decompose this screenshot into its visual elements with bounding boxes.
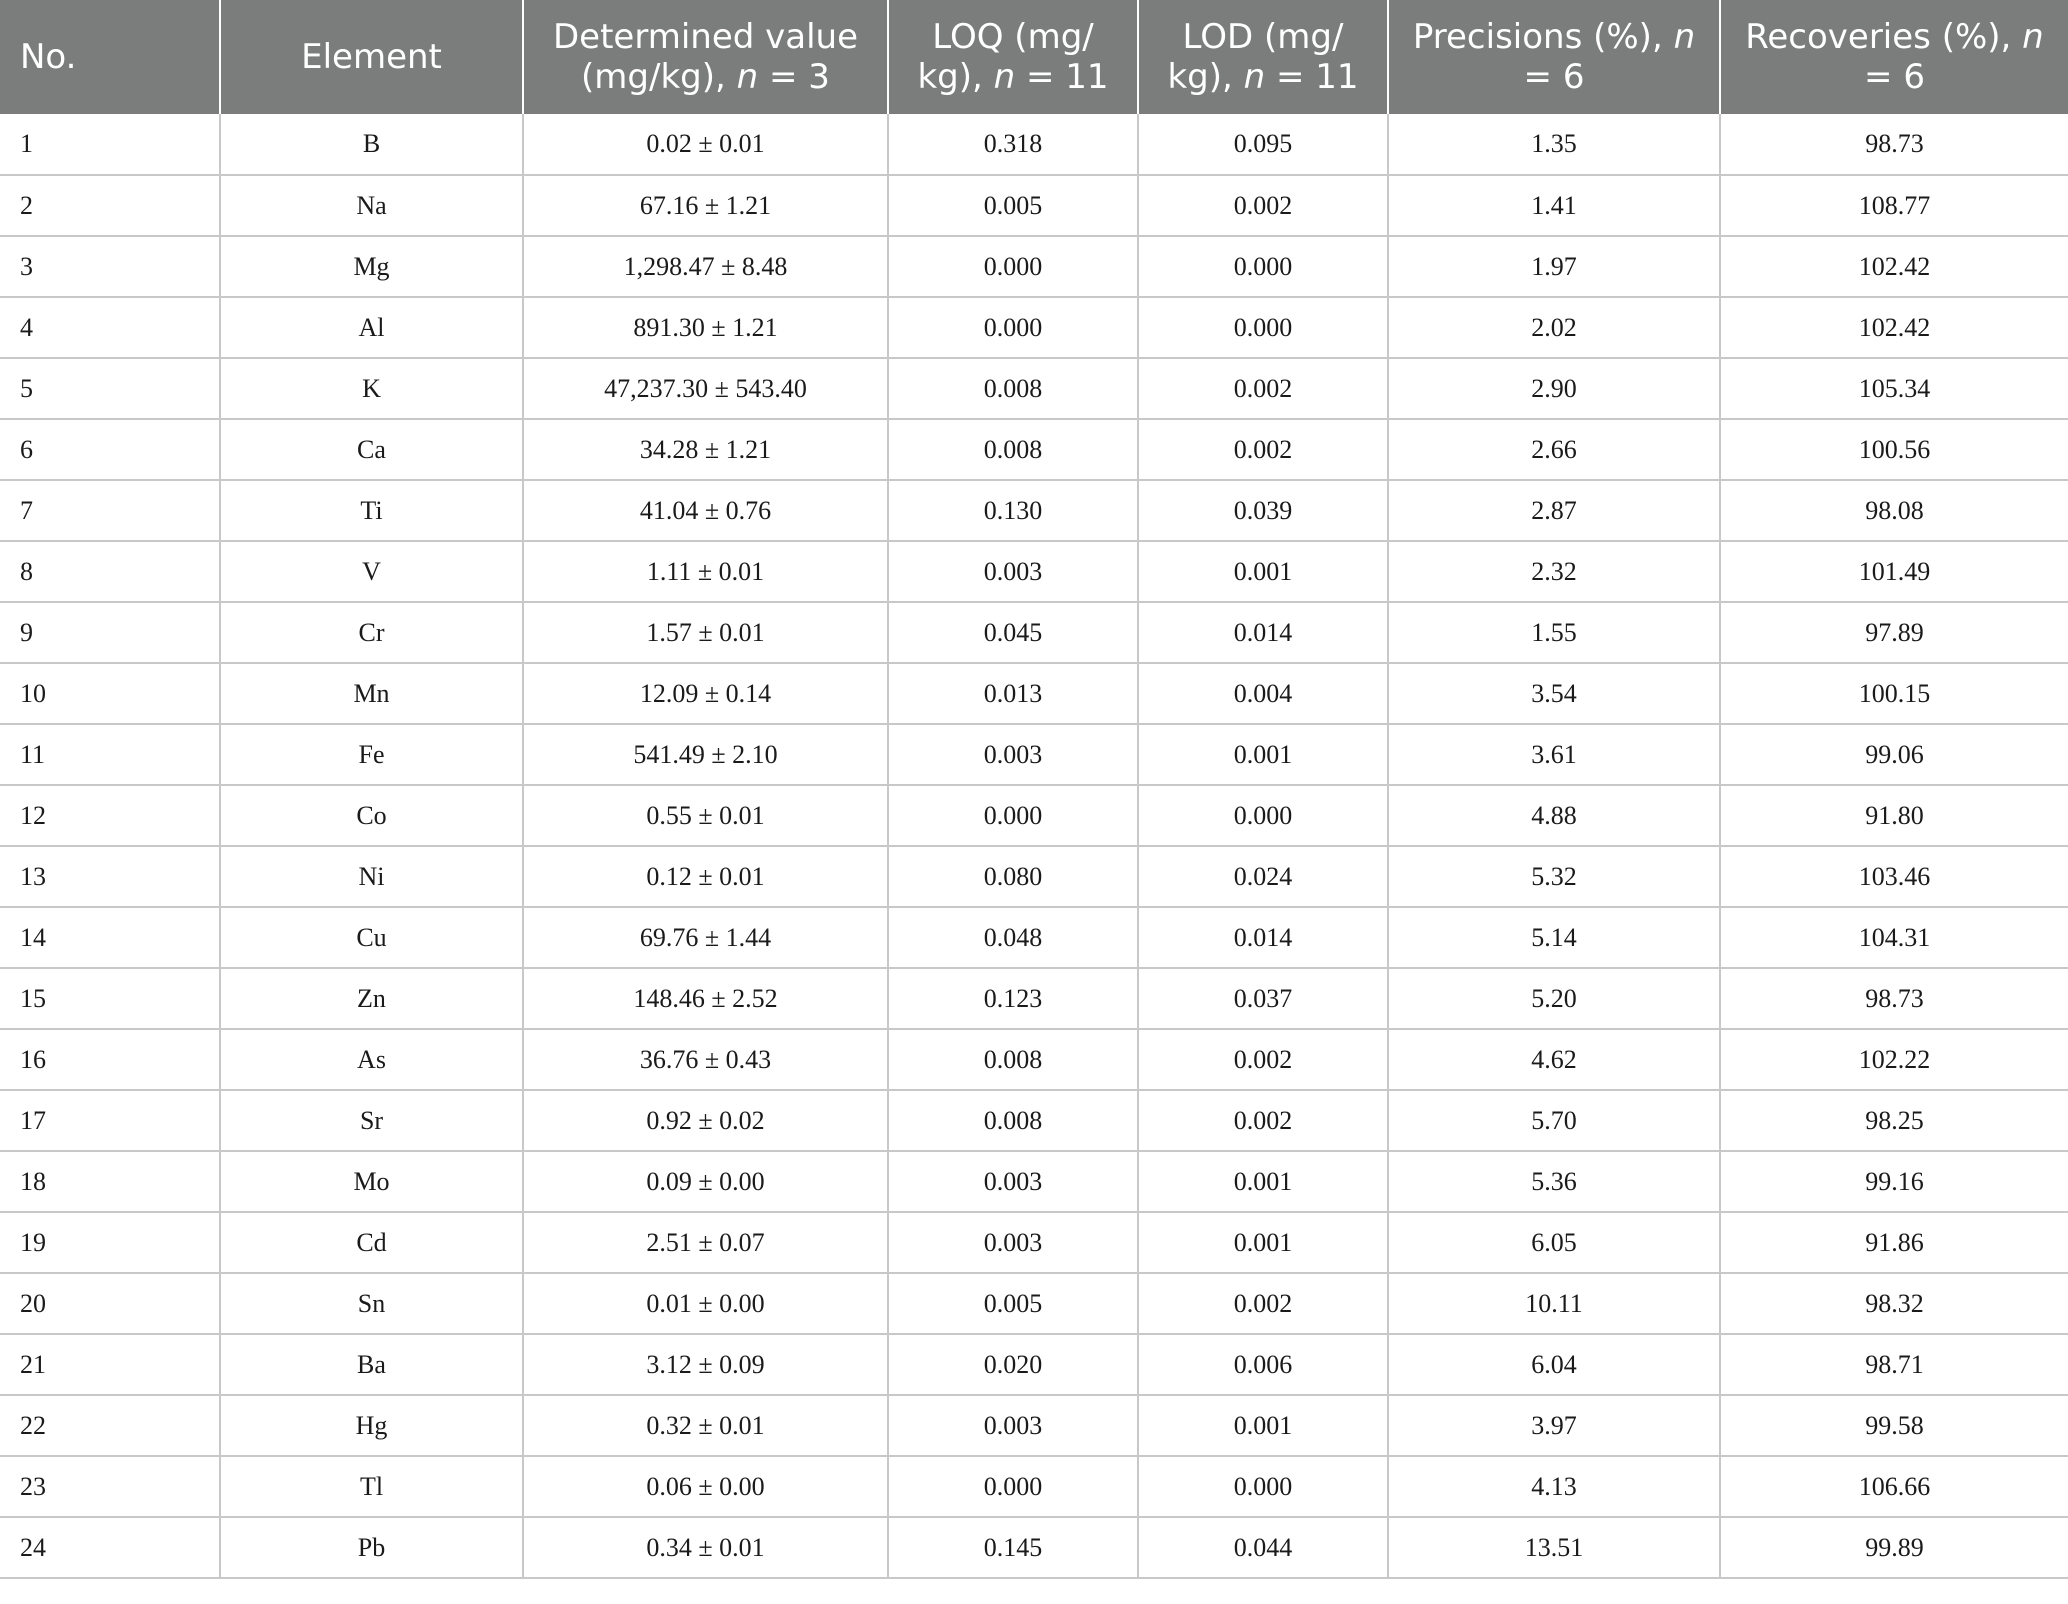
cell-precision: 2.87 — [1388, 480, 1720, 541]
cell-loq: 0.008 — [888, 358, 1138, 419]
cell-recovery: 102.22 — [1720, 1029, 2068, 1090]
cell-determined-value: 0.09 ± 0.00 — [523, 1151, 888, 1212]
cell-loq: 0.000 — [888, 785, 1138, 846]
cell-element: Fe — [220, 724, 523, 785]
table-row — [0, 1273, 2068, 1334]
cell-loq: 0.003 — [888, 1151, 1138, 1212]
cell-loq: 0.000 — [888, 236, 1138, 297]
table-row — [0, 1151, 2068, 1212]
cell-element: Sr — [220, 1090, 523, 1151]
cell-loq: 0.013 — [888, 663, 1138, 724]
cell-lod: 0.004 — [1138, 663, 1388, 724]
cell-no: 4 — [0, 297, 220, 358]
cell-loq: 0.008 — [888, 1090, 1138, 1151]
cell-determined-value: 0.92 ± 0.02 — [523, 1090, 888, 1151]
cell-loq: 0.123 — [888, 968, 1138, 1029]
table-row — [0, 114, 2068, 175]
cell-recovery: 98.08 — [1720, 480, 2068, 541]
table-row — [0, 1456, 2068, 1517]
cell-recovery: 99.06 — [1720, 724, 2068, 785]
cell-element: Cd — [220, 1212, 523, 1273]
cell-determined-value: 0.12 ± 0.01 — [523, 846, 888, 907]
cell-precision: 3.97 — [1388, 1395, 1720, 1456]
cell-loq: 0.008 — [888, 1029, 1138, 1090]
cell-recovery: 98.73 — [1720, 968, 2068, 1029]
cell-loq: 0.000 — [888, 1456, 1138, 1517]
cell-element: Cr — [220, 602, 523, 663]
table-row — [0, 1090, 2068, 1151]
header-text: LOQ (mg/ kg), — [917, 17, 1094, 97]
cell-loq: 0.003 — [888, 1395, 1138, 1456]
cell-element: Ni — [220, 846, 523, 907]
table-row — [0, 846, 2068, 907]
cell-lod: 0.002 — [1138, 1273, 1388, 1334]
cell-precision: 3.54 — [1388, 663, 1720, 724]
cell-determined-value: 0.32 ± 0.01 — [523, 1395, 888, 1456]
cell-recovery: 101.49 — [1720, 541, 2068, 602]
cell-recovery: 99.58 — [1720, 1395, 2068, 1456]
cell-lod: 0.001 — [1138, 1151, 1388, 1212]
cell-determined-value: 148.46 ± 2.52 — [523, 968, 888, 1029]
cell-element: Na — [220, 175, 523, 236]
table-row — [0, 907, 2068, 968]
cell-element: Hg — [220, 1395, 523, 1456]
table-row — [0, 1029, 2068, 1090]
cell-lod: 0.000 — [1138, 785, 1388, 846]
header-sample-size-value: = 11 — [1265, 57, 1359, 97]
cell-lod: 0.044 — [1138, 1517, 1388, 1578]
cell-lod: 0.000 — [1138, 1456, 1388, 1517]
cell-recovery: 99.89 — [1720, 1517, 2068, 1578]
header-text: Recoveries (%), — [1745, 17, 2023, 57]
cell-recovery: 105.34 — [1720, 358, 2068, 419]
cell-lod: 0.000 — [1138, 297, 1388, 358]
header-text: Determined value (mg/kg), — [552, 17, 859, 97]
col-header-lod — [1138, 0, 1388, 114]
table-row — [0, 602, 2068, 663]
table-row — [0, 724, 2068, 785]
cell-recovery: 91.80 — [1720, 785, 2068, 846]
table-row — [0, 785, 2068, 846]
cell-determined-value: 0.01 ± 0.00 — [523, 1273, 888, 1334]
cell-element: Ba — [220, 1334, 523, 1395]
cell-precision: 1.35 — [1388, 114, 1720, 175]
cell-loq: 0.005 — [888, 1273, 1138, 1334]
header-sample-size-symbol: n — [1243, 57, 1266, 97]
cell-element: Pb — [220, 1517, 523, 1578]
cell-loq: 0.020 — [888, 1334, 1138, 1395]
cell-no: 3 — [0, 236, 220, 297]
cell-element: As — [220, 1029, 523, 1090]
header-sample-size-symbol: n — [1673, 17, 1696, 57]
table-body — [0, 114, 2068, 1578]
cell-precision: 2.32 — [1388, 541, 1720, 602]
cell-determined-value: 34.28 ± 1.21 — [523, 419, 888, 480]
cell-precision: 6.05 — [1388, 1212, 1720, 1273]
cell-determined-value: 41.04 ± 0.76 — [523, 480, 888, 541]
cell-element: Zn — [220, 968, 523, 1029]
cell-no: 15 — [0, 968, 220, 1029]
cell-determined-value: 0.06 ± 0.00 — [523, 1456, 888, 1517]
header-row — [0, 0, 2068, 114]
cell-precision: 5.20 — [1388, 968, 1720, 1029]
cell-no: 19 — [0, 1212, 220, 1273]
col-header-element — [220, 0, 523, 114]
cell-determined-value: 12.09 ± 0.14 — [523, 663, 888, 724]
cell-recovery: 98.73 — [1720, 114, 2068, 175]
cell-no: 20 — [0, 1273, 220, 1334]
cell-lod: 0.024 — [1138, 846, 1388, 907]
table-row — [0, 358, 2068, 419]
cell-precision: 1.41 — [1388, 175, 1720, 236]
cell-recovery: 106.66 — [1720, 1456, 2068, 1517]
cell-determined-value: 47,237.30 ± 543.40 — [523, 358, 888, 419]
cell-recovery: 100.15 — [1720, 663, 2068, 724]
table-row — [0, 663, 2068, 724]
cell-no: 21 — [0, 1334, 220, 1395]
cell-recovery: 98.25 — [1720, 1090, 2068, 1151]
table-row — [0, 297, 2068, 358]
table-row — [0, 480, 2068, 541]
cell-loq: 0.130 — [888, 480, 1138, 541]
cell-recovery: 102.42 — [1720, 297, 2068, 358]
cell-element: Ti — [220, 480, 523, 541]
cell-lod: 0.000 — [1138, 236, 1388, 297]
cell-element: Al — [220, 297, 523, 358]
table-row — [0, 1395, 2068, 1456]
cell-recovery: 100.56 — [1720, 419, 2068, 480]
cell-determined-value: 67.16 ± 1.21 — [523, 175, 888, 236]
table-row — [0, 419, 2068, 480]
cell-determined-value: 0.02 ± 0.01 — [523, 114, 888, 175]
cell-element: Mg — [220, 236, 523, 297]
cell-lod: 0.001 — [1138, 1395, 1388, 1456]
cell-no: 18 — [0, 1151, 220, 1212]
cell-element: Tl — [220, 1456, 523, 1517]
header-sample-size-symbol: n — [993, 57, 1016, 97]
table-row — [0, 1334, 2068, 1395]
cell-precision: 2.66 — [1388, 419, 1720, 480]
cell-element: V — [220, 541, 523, 602]
cell-loq: 0.000 — [888, 297, 1138, 358]
cell-lod: 0.014 — [1138, 602, 1388, 663]
header-sample-size-value: = 3 — [758, 57, 830, 97]
cell-recovery: 102.42 — [1720, 236, 2068, 297]
header-text: LOD (mg/ kg), — [1167, 17, 1344, 97]
cell-no: 11 — [0, 724, 220, 785]
cell-lod: 0.039 — [1138, 480, 1388, 541]
cell-precision: 1.55 — [1388, 602, 1720, 663]
cell-precision: 5.14 — [1388, 907, 1720, 968]
cell-recovery: 104.31 — [1720, 907, 2068, 968]
cell-loq: 0.003 — [888, 724, 1138, 785]
cell-recovery: 108.77 — [1720, 175, 2068, 236]
cell-element: K — [220, 358, 523, 419]
cell-determined-value: 1,298.47 ± 8.48 — [523, 236, 888, 297]
cell-loq: 0.045 — [888, 602, 1138, 663]
cell-loq: 0.318 — [888, 114, 1138, 175]
cell-precision: 2.90 — [1388, 358, 1720, 419]
col-header-no — [0, 0, 220, 114]
cell-lod: 0.002 — [1138, 1029, 1388, 1090]
cell-determined-value: 0.34 ± 0.01 — [523, 1517, 888, 1578]
cell-loq: 0.048 — [888, 907, 1138, 968]
cell-lod: 0.006 — [1138, 1334, 1388, 1395]
cell-no: 14 — [0, 907, 220, 968]
header-sample-size-value: = 11 — [1015, 57, 1109, 97]
cell-recovery: 91.86 — [1720, 1212, 2068, 1273]
cell-loq: 0.003 — [888, 1212, 1138, 1273]
cell-no: 24 — [0, 1517, 220, 1578]
cell-lod: 0.014 — [1138, 907, 1388, 968]
table-row — [0, 1212, 2068, 1273]
cell-no: 13 — [0, 846, 220, 907]
cell-lod: 0.001 — [1138, 724, 1388, 785]
cell-lod: 0.002 — [1138, 1090, 1388, 1151]
col-header-loq — [888, 0, 1138, 114]
cell-lod: 0.002 — [1138, 358, 1388, 419]
cell-precision: 4.62 — [1388, 1029, 1720, 1090]
cell-no: 5 — [0, 358, 220, 419]
cell-precision: 4.88 — [1388, 785, 1720, 846]
cell-determined-value: 2.51 ± 0.07 — [523, 1212, 888, 1273]
header-sample-size-value: = 6 — [1523, 57, 1585, 97]
cell-precision: 5.70 — [1388, 1090, 1720, 1151]
cell-loq: 0.008 — [888, 419, 1138, 480]
cell-lod: 0.001 — [1138, 1212, 1388, 1273]
cell-precision: 10.11 — [1388, 1273, 1720, 1334]
cell-lod: 0.095 — [1138, 114, 1388, 175]
cell-no: 8 — [0, 541, 220, 602]
cell-element: Ca — [220, 419, 523, 480]
cell-lod: 0.001 — [1138, 541, 1388, 602]
cell-precision: 13.51 — [1388, 1517, 1720, 1578]
cell-determined-value: 3.12 ± 0.09 — [523, 1334, 888, 1395]
cell-no: 7 — [0, 480, 220, 541]
header-sample-size-symbol: n — [2022, 17, 2044, 57]
cell-recovery: 97.89 — [1720, 602, 2068, 663]
cell-recovery: 103.46 — [1720, 846, 2068, 907]
cell-precision: 3.61 — [1388, 724, 1720, 785]
cell-recovery: 98.71 — [1720, 1334, 2068, 1395]
cell-no: 2 — [0, 175, 220, 236]
header-sample-size-symbol: n — [736, 57, 759, 97]
cell-no: 6 — [0, 419, 220, 480]
cell-determined-value: 0.55 ± 0.01 — [523, 785, 888, 846]
cell-element: Mn — [220, 663, 523, 724]
cell-loq: 0.080 — [888, 846, 1138, 907]
col-header-determined-value — [523, 0, 888, 114]
table-header — [0, 0, 2068, 114]
cell-element: Cu — [220, 907, 523, 968]
cell-no: 16 — [0, 1029, 220, 1090]
cell-no: 1 — [0, 114, 220, 175]
cell-element: Sn — [220, 1273, 523, 1334]
cell-loq: 0.145 — [888, 1517, 1138, 1578]
cell-element: Co — [220, 785, 523, 846]
table-row — [0, 175, 2068, 236]
cell-lod: 0.002 — [1138, 175, 1388, 236]
table-row — [0, 968, 2068, 1029]
cell-loq: 0.005 — [888, 175, 1138, 236]
cell-no: 23 — [0, 1456, 220, 1517]
cell-lod: 0.002 — [1138, 419, 1388, 480]
table-row — [0, 1517, 2068, 1578]
cell-no: 9 — [0, 602, 220, 663]
cell-element: B — [220, 114, 523, 175]
cell-determined-value: 36.76 ± 0.43 — [523, 1029, 888, 1090]
table-row — [0, 541, 2068, 602]
cell-determined-value: 1.57 ± 0.01 — [523, 602, 888, 663]
cell-precision: 6.04 — [1388, 1334, 1720, 1395]
cell-precision: 5.32 — [1388, 846, 1720, 907]
cell-lod: 0.037 — [1138, 968, 1388, 1029]
header-sample-size-value: = 6 — [1864, 57, 1925, 97]
cell-element: Mo — [220, 1151, 523, 1212]
cell-precision: 5.36 — [1388, 1151, 1720, 1212]
cell-determined-value: 541.49 ± 2.10 — [523, 724, 888, 785]
col-header-recoveries — [1720, 0, 2068, 114]
cell-loq: 0.003 — [888, 541, 1138, 602]
cell-determined-value: 1.11 ± 0.01 — [523, 541, 888, 602]
col-header-precisions — [1388, 0, 1720, 114]
cell-recovery: 98.32 — [1720, 1273, 2068, 1334]
table-row — [0, 236, 2068, 297]
cell-precision: 4.13 — [1388, 1456, 1720, 1517]
cell-recovery: 99.16 — [1720, 1151, 2068, 1212]
cell-precision: 1.97 — [1388, 236, 1720, 297]
cell-no: 17 — [0, 1090, 220, 1151]
header-text: No. — [20, 37, 77, 77]
cell-precision: 2.02 — [1388, 297, 1720, 358]
cell-determined-value: 891.30 ± 1.21 — [523, 297, 888, 358]
header-text: Element — [301, 37, 442, 77]
cell-no: 22 — [0, 1395, 220, 1456]
cell-no: 12 — [0, 785, 220, 846]
header-text: Precisions (%), — [1412, 17, 1674, 57]
cell-no: 10 — [0, 663, 220, 724]
cell-determined-value: 69.76 ± 1.44 — [523, 907, 888, 968]
